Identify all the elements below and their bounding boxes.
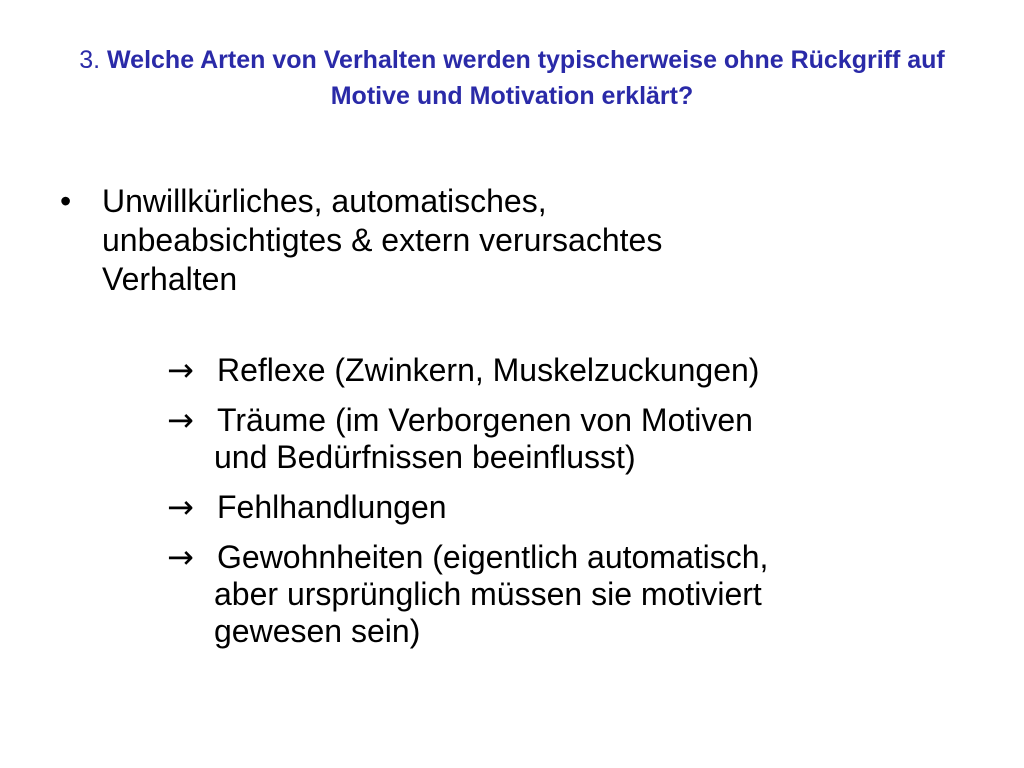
arrow-right-icon: →	[167, 488, 194, 526]
sub-item-line-3: gewesen sein)	[214, 613, 421, 649]
main-bullet-line-2: unbeabsichtigtes & extern verursachtes	[102, 222, 663, 258]
sub-item-reflexe	[167, 352, 927, 389]
sub-list	[167, 352, 927, 663]
bullet-dot-icon: •	[60, 183, 72, 219]
title-number: 3.	[79, 46, 101, 74]
arrow-right-icon: →	[167, 401, 194, 439]
sub-item-line-2: und Bedürfnissen beeinflusst)	[214, 439, 636, 475]
sub-item-fehlhandlungen	[167, 489, 927, 526]
main-bullet-line-3: Verhalten	[102, 261, 238, 297]
sub-item-gewohnheiten	[167, 539, 927, 650]
sub-item-line-1: Gewohnheiten (eigentlich automatisch,	[217, 539, 769, 575]
sub-item-line-1: Reflexe (Zwinkern, Muskelzuckungen)	[217, 352, 760, 388]
title-text: Welche Arten von Verhalten werden typischerweise ohne Rückgriff auf Motive und Motivation erklärt?	[107, 46, 945, 110]
arrow-right-icon: →	[167, 351, 194, 389]
sub-item-line-2: aber ursprünglich müssen sie motiviert	[214, 576, 762, 612]
sub-item-line-1: Träume (im Verborgenen von Motiven	[217, 402, 753, 438]
main-bullet	[60, 182, 922, 299]
main-bullet-line-1: Unwillkürliches, automatisches,	[102, 183, 547, 219]
sub-item-traeume	[167, 402, 927, 476]
slide-title	[40, 42, 984, 114]
sub-item-line-1: Fehlhandlungen	[217, 489, 447, 525]
arrow-right-icon: →	[167, 538, 194, 576]
